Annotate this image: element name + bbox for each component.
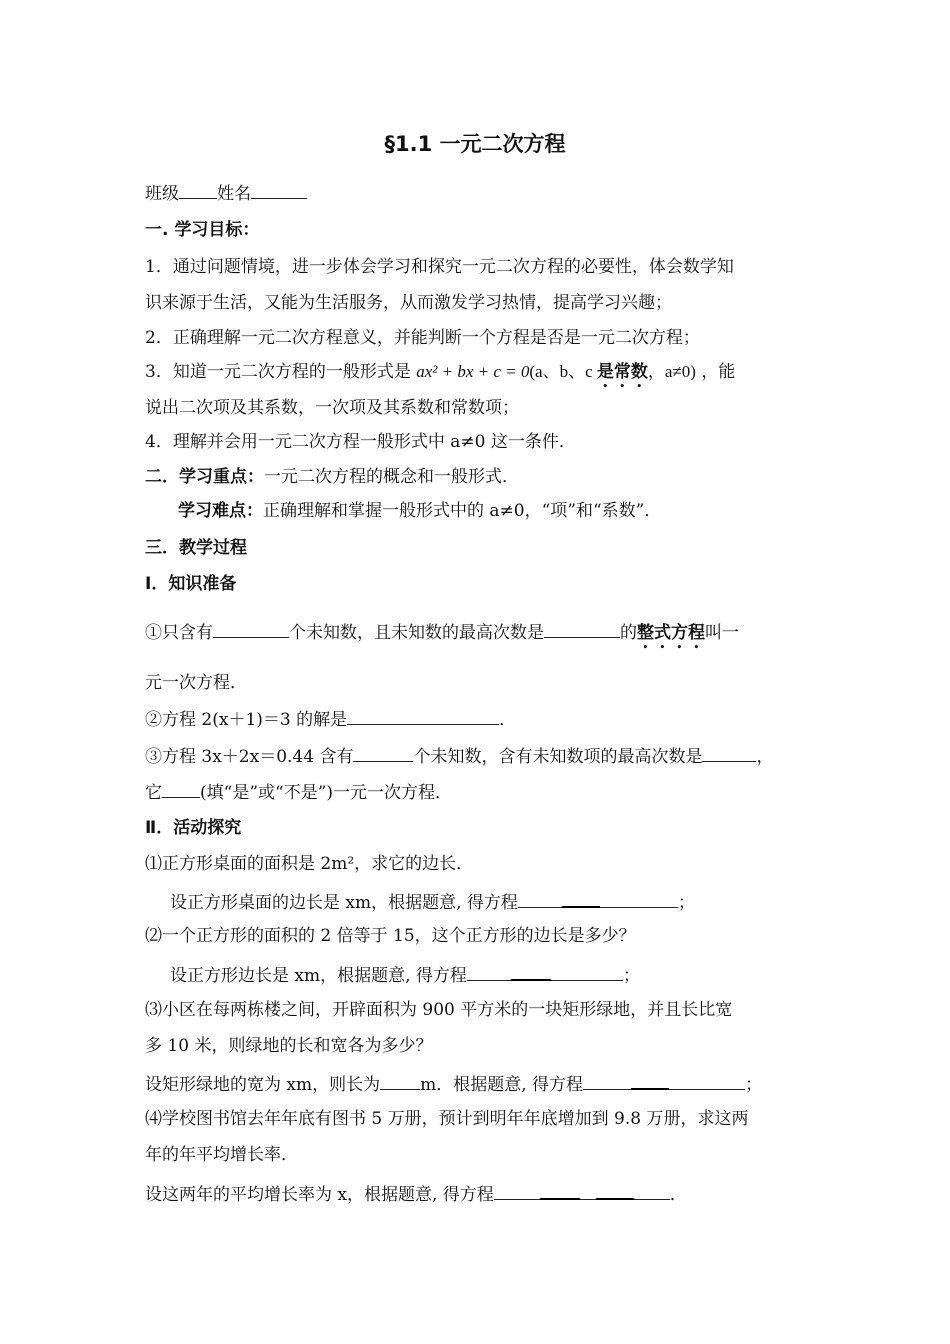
problem-4-setup bbox=[145, 1181, 687, 1206]
question-3-line-a bbox=[145, 744, 773, 768]
q3-text-e: (填“是”或“不是”)一元一次方程． bbox=[200, 783, 453, 803]
part-1-heading: Ⅰ．知识准备 bbox=[145, 574, 237, 594]
question-3-line-b bbox=[145, 780, 452, 804]
p1-blank-c[interactable] bbox=[600, 890, 678, 908]
q1-blank-2[interactable] bbox=[544, 620, 620, 638]
p3-end: ； bbox=[745, 1075, 763, 1095]
question-1-line-a bbox=[145, 620, 739, 653]
problem-4-line-b: 年的年平均增长率． bbox=[145, 1145, 298, 1165]
q3-text-a: ③方程 3x＋2x＝0.44 含有 bbox=[145, 747, 354, 767]
key-point-text: 一元二次方程的概念和一般形式． bbox=[264, 467, 519, 487]
question-2 bbox=[145, 707, 516, 731]
problem-1-setup bbox=[170, 889, 695, 914]
q1-text-c: 的 bbox=[620, 623, 637, 643]
q1-text-e: 叫一 bbox=[705, 623, 739, 643]
question-1-line-b: 元一次方程． bbox=[145, 673, 247, 693]
difficulty-text: 正确理解和掌握一般形式中的 a≠0，“项”和“系数”． bbox=[263, 501, 662, 521]
p3-blank-a[interactable] bbox=[583, 1072, 631, 1090]
part-2-heading: Ⅱ．活动探究 bbox=[145, 818, 242, 838]
q2-text: ②方程 2(x＋1)＝3 的解是 bbox=[145, 710, 348, 730]
p2-blank-b[interactable] bbox=[511, 962, 551, 981]
p2-setup-text: 设正方形边长是 xm，根据题意, 得方程 bbox=[170, 966, 467, 986]
p2-end: ； bbox=[622, 966, 640, 986]
goal-3-cond: ，a≠0) bbox=[647, 362, 696, 381]
p4-blank-d[interactable] bbox=[596, 1181, 634, 1200]
class-label: 班级 bbox=[145, 184, 179, 204]
q3-text-c: ， bbox=[756, 747, 774, 767]
q3-blank-1[interactable] bbox=[353, 744, 413, 762]
difficulty-label: 学习难点： bbox=[178, 501, 263, 521]
p4-blank-b[interactable] bbox=[540, 1181, 580, 1200]
constant-emphasis: 是常数 bbox=[596, 362, 648, 382]
q3-blank-3[interactable] bbox=[162, 780, 200, 798]
key-point-line bbox=[145, 466, 519, 488]
p2-blank-a[interactable] bbox=[467, 963, 511, 981]
p4-end: ． bbox=[669, 1185, 687, 1205]
p1-blank-a[interactable] bbox=[518, 890, 562, 908]
p2-blank-c[interactable] bbox=[551, 963, 623, 981]
problem-4-line-a: ⑷学校图书馆去年年底有图书 5 万册，预计到明年年底增加到 9.8 万册，求这两 bbox=[145, 1109, 749, 1129]
general-form-equation: ax² + bx + c = 0 bbox=[416, 362, 530, 381]
q3-text-b: 个未知数，含有未知数项的最高次数是 bbox=[413, 747, 703, 767]
p4-setup-text: 设这两年的平均增长率为 x，根据题意, 得方程 bbox=[145, 1185, 494, 1205]
q2-blank[interactable] bbox=[347, 707, 499, 725]
p1-blank-b[interactable] bbox=[562, 889, 600, 908]
problem-2: ⑵一个正方形的面积的 2 倍等于 15，这个正方形的边长是多少？ bbox=[145, 926, 636, 946]
goal-3-pre: 3．知道一元二次方程的一般形式是 bbox=[145, 362, 417, 382]
p4-blank-c[interactable] bbox=[580, 1182, 596, 1200]
problem-3-setup bbox=[145, 1071, 762, 1096]
difficulty-line bbox=[178, 500, 661, 522]
goal-3-post: ，能 bbox=[695, 362, 736, 382]
p3-setup-text-a: 设矩形绿地的宽为 xm，则长为 bbox=[145, 1075, 381, 1095]
problem-1: ⑴正方形桌面的面积是 2m²，求它的边长． bbox=[145, 854, 474, 874]
integral-equation-emphasis: 整式方程 bbox=[637, 623, 705, 643]
p1-end: ； bbox=[677, 893, 695, 913]
p1-setup-text: 设正方形桌面的边长是 xm，根据题意, 得方程 bbox=[170, 893, 518, 913]
p4-blank-a[interactable] bbox=[494, 1182, 540, 1200]
problem-3-line-b: 多 10 米，则绿地的长和宽各为多少？ bbox=[145, 1036, 433, 1056]
goal-3-paren: (a、b、c bbox=[529, 362, 597, 381]
key-point-label: 二．学习重点： bbox=[145, 467, 264, 487]
p3-blank-b[interactable] bbox=[631, 1071, 669, 1090]
class-blank[interactable] bbox=[179, 181, 217, 199]
q1-text-a: ①只含有 bbox=[145, 623, 213, 643]
goal-4: 4．理解并会用一元二次方程一般形式中 a≠0 这一条件． bbox=[145, 432, 576, 452]
goal-2: 2．正确理解一元二次方程意义，并能判断一个方程是否是一元二次方程； bbox=[145, 328, 700, 348]
p3-blank-length[interactable] bbox=[380, 1072, 420, 1090]
name-blank[interactable] bbox=[251, 181, 307, 199]
q1-text-b: 个未知数，且未知数的最高次数是 bbox=[289, 623, 544, 643]
section-1-heading: 一. 学习目标： bbox=[145, 220, 260, 240]
goal-3-line-a bbox=[145, 361, 735, 392]
section-3-heading: 三．教学过程 bbox=[145, 538, 247, 558]
q3-blank-2[interactable] bbox=[702, 744, 756, 762]
problem-2-setup bbox=[170, 962, 640, 987]
goal-1-line-a: 1．通过问题情境，进一步体会学习和探究一元二次方程的必要性，体会数学知 bbox=[145, 257, 734, 277]
problem-3-line-a: ⑶小区在每两栋楼之间，开辟面积为 900 平方米的一块矩形绿地，并且长比宽 bbox=[145, 1000, 733, 1020]
p3-blank-c[interactable] bbox=[669, 1072, 745, 1090]
goal-3-line-b: 说出二次项及其系数，一次项及其系数和常数项； bbox=[145, 398, 519, 418]
q3-text-d: 它 bbox=[145, 783, 162, 803]
goal-1-line-b: 识来源于生活，又能为生活服务，从而激发学习热情，提高学习兴趣； bbox=[145, 293, 672, 313]
page-title: §1.1 一元二次方程 bbox=[384, 132, 566, 156]
name-label: 姓名 bbox=[217, 184, 251, 204]
p3-setup-text-b: m．根据题意, 得方程 bbox=[420, 1075, 584, 1095]
q2-end: ． bbox=[499, 710, 517, 730]
class-name-line bbox=[145, 181, 307, 205]
p4-blank-e[interactable] bbox=[634, 1182, 670, 1200]
q1-blank-1[interactable] bbox=[213, 620, 289, 638]
